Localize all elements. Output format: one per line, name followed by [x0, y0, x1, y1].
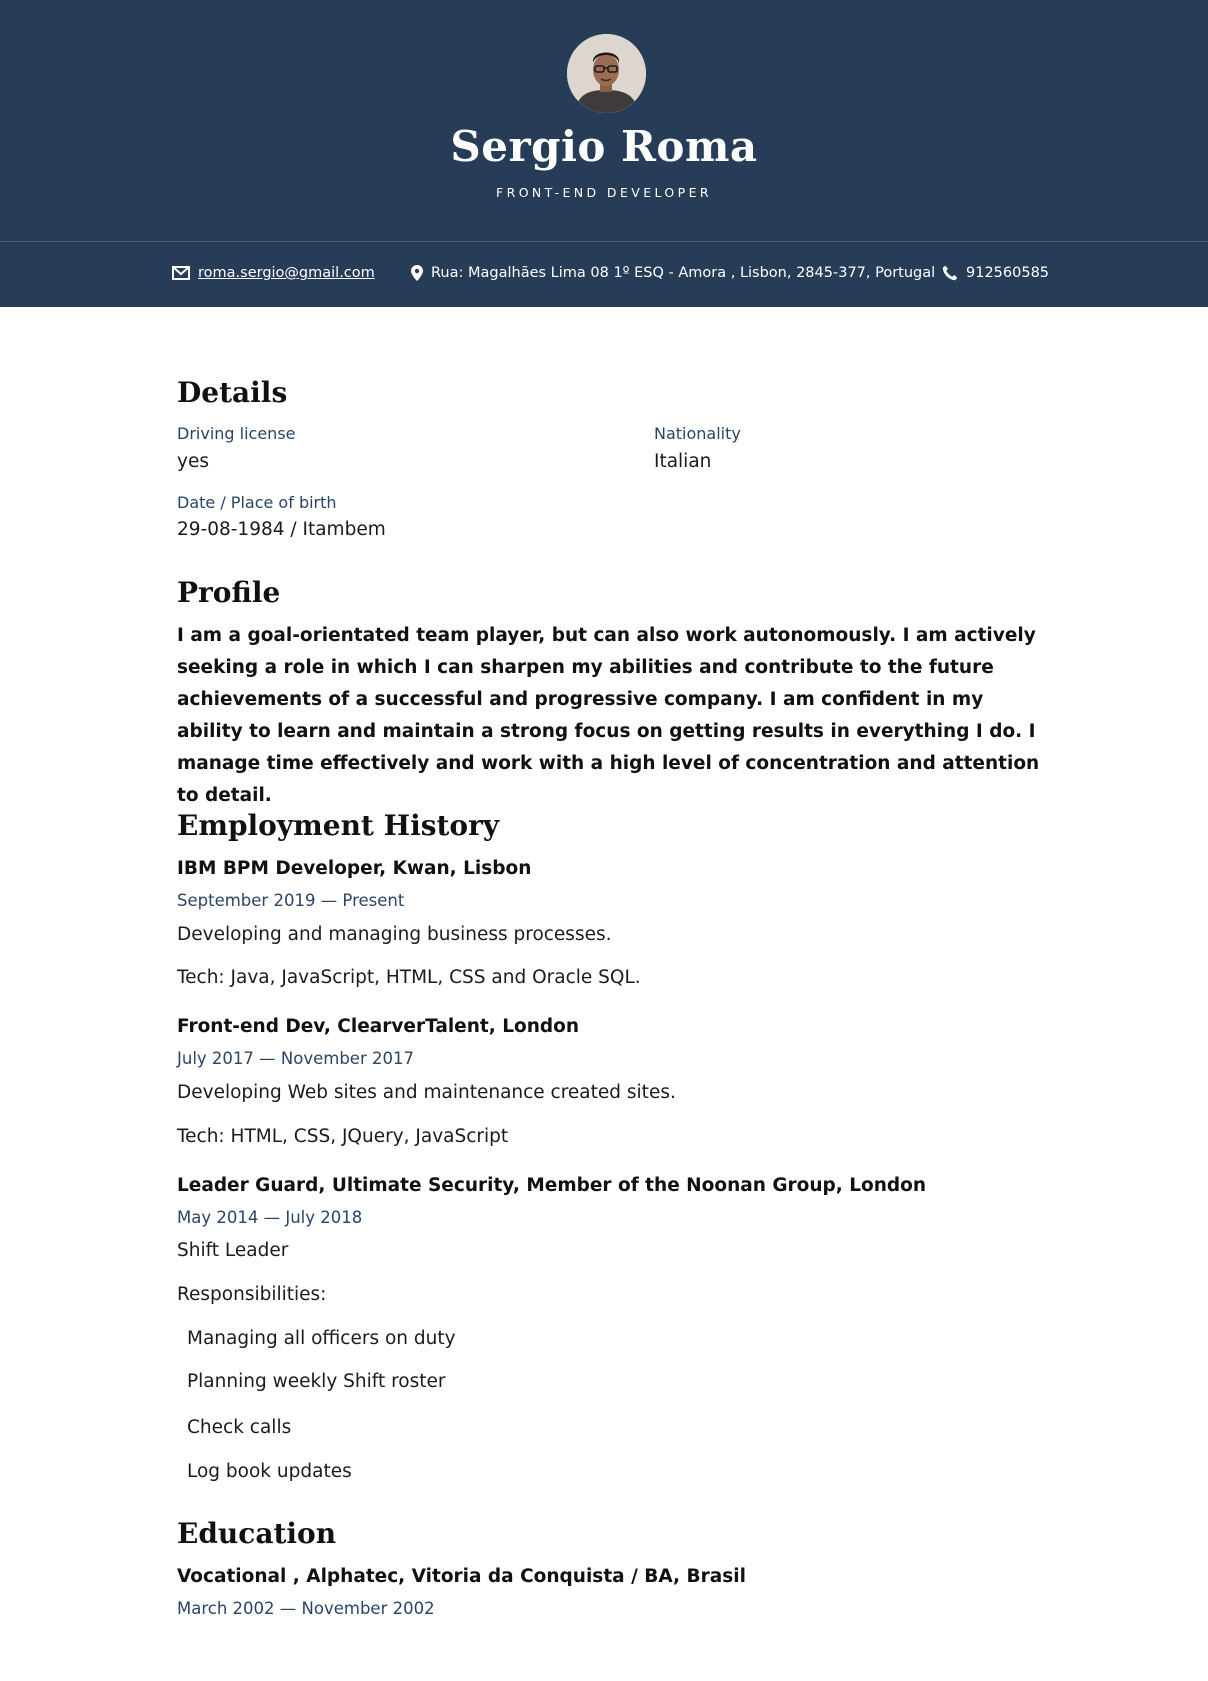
job-dates-2: July 2017 — November 2017: [177, 1049, 414, 1068]
employment-heading: Employment History: [177, 809, 500, 842]
birth-label: Date / Place of birth: [177, 493, 337, 512]
education-title-1: Vocational , Alphatec, Vitoria da Conquista / BA, Brasil: [177, 1566, 746, 1587]
avatar: [567, 34, 646, 113]
contact-phone: [942, 261, 1049, 285]
list-item: Check calls: [187, 1417, 292, 1438]
address-text: Rua: Magalhães Lima 08 1º ESQ - Amora , Lisbon, 2845-377, Portugal: [431, 265, 936, 281]
resume-header: [0, 0, 1208, 307]
phone-text: 912560585: [966, 265, 1050, 281]
contact-address: [411, 261, 935, 285]
header-divider: [0, 241, 1208, 242]
full-name: Sergio Roma: [450, 122, 758, 171]
list-item: Planning weekly Shift roster: [187, 1371, 446, 1392]
birth-value: 29-08-1984 / Itambem: [177, 519, 386, 540]
job-title-1: IBM BPM Developer, Kwan, Lisbon: [177, 858, 532, 879]
profile-heading: Profile: [177, 576, 281, 609]
job-role-3: Shift Leader: [177, 1240, 289, 1261]
education-heading: Education: [177, 1517, 337, 1550]
nationality-label: Nationality: [654, 424, 741, 443]
nationality-value: Italian: [654, 451, 712, 472]
driving-license-label: Driving license: [177, 424, 296, 443]
job-title-3: Leader Guard, Ultimate Security, Member of the Noonan Group, London: [177, 1175, 927, 1196]
job-title: FRONT-END DEVELOPER: [496, 185, 712, 200]
job-title-2: Front-end Dev, ClearverTalent, London: [177, 1016, 579, 1037]
email-link[interactable]: roma.sergio@gmail.com: [198, 265, 375, 281]
education-dates-1: March 2002 — November 2002: [177, 1599, 435, 1618]
job-dates-3: May 2014 — July 2018: [177, 1208, 363, 1227]
job-description-1: Developing and managing business processes.: [177, 924, 612, 945]
driving-license-value: yes: [177, 451, 209, 472]
location-pin-icon: [411, 265, 423, 281]
job-dates-1: September 2019 — Present: [177, 891, 405, 910]
job-responsibilities-label: Responsibilities:: [177, 1284, 327, 1305]
job-description-2: Developing Web sites and maintenance created sites.: [177, 1082, 676, 1103]
job-tech-2: Tech: HTML, CSS, JQuery, JavaScript: [177, 1126, 509, 1147]
phone-icon: [942, 265, 958, 281]
contact-email[interactable]: [172, 261, 375, 285]
person-photo-icon: [567, 34, 646, 113]
list-item: Managing all officers on duty: [187, 1328, 456, 1349]
mail-icon: [172, 266, 190, 280]
details-heading: Details: [177, 376, 288, 409]
list-item: Log book updates: [187, 1461, 352, 1482]
job-tech-1: Tech: Java, JavaScript, HTML, CSS and Oracle SQL.: [177, 967, 641, 988]
profile-text: I am a goal-orientated team player, but can also work autonomously. I am actively seeking a role in which I can sharpen my abilities and contribute to the future achievements of a successful and progressive company. I am confident in my ability to learn and maintain a strong focus on getting results in everything I do. I manage time effectively and work with a high level of concentration and attention to detail.: [177, 625, 1040, 806]
